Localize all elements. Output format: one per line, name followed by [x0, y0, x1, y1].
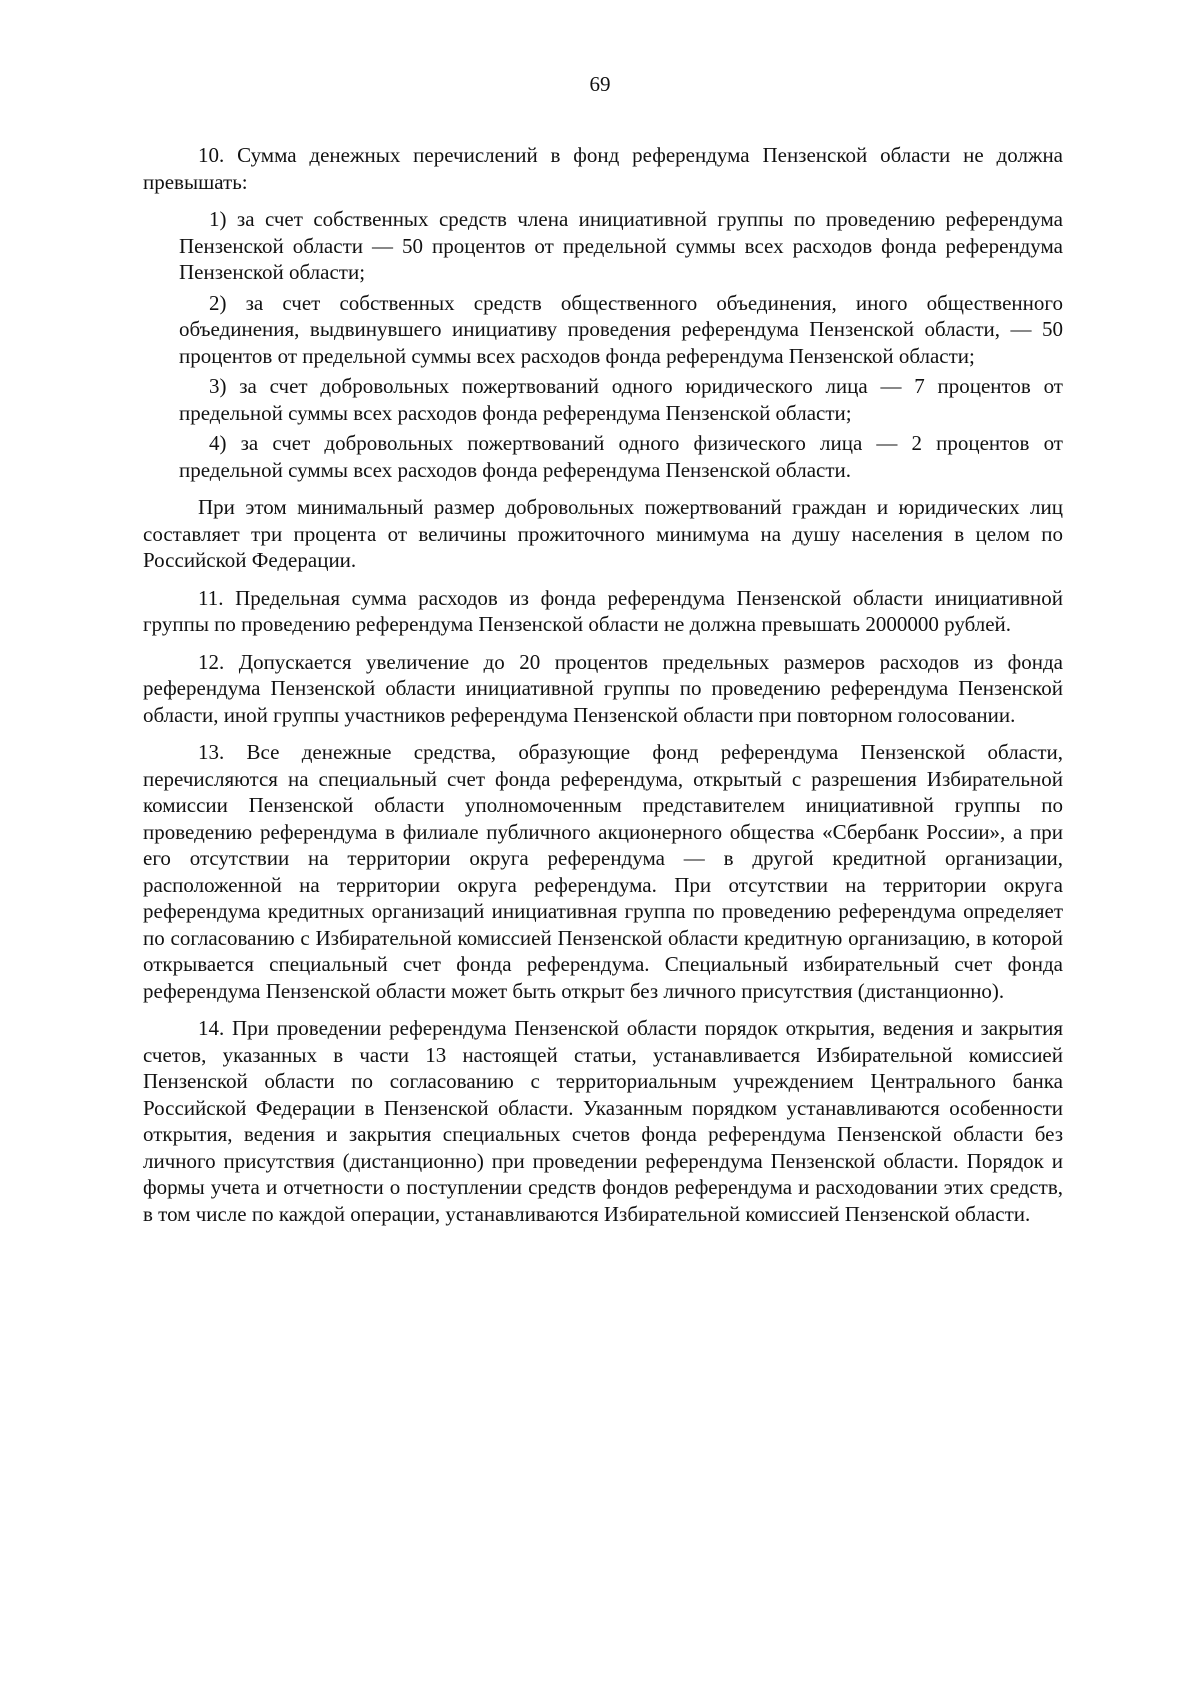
subitem-10-1: 1) за счет собственных средств члена инициативной группы по проведению референдума Пензенской области — 50 процентов от предельной суммы всех расходов фонда референдума Пензенской области; — [179, 207, 1063, 284]
paragraph-14: 14. При проведении референдума Пензенской области порядок открытия, ведения и закрытия счетов, указанных в части 13 настоящей статьи, устанавливается Избирательной комиссией Пензенской области по согласованию с территориальным учреждением Центрального банка Российской Федерации в Пензенской области. Указанным порядком устанавливаются особенности открытия, ведения и закрытия специальных счетов фонда референдума Пензенской области без личного присутствия (дистанционно) при проведении референдума Пензенской области. Порядок и формы учета и отчетности о поступлении средств фондов референдума и расходовании этих средств, в том числе по каждой операции, устанавливаются Избирательной комиссией Пензенской области. — [143, 1016, 1063, 1226]
paragraph-13: 13. Все денежные средства, образующие фонд референдума Пензенской области, перечисляются на специальный счет фонда референдума, открытый с разрешения Избирательной комиссии Пензенской области уполномоченным представителем инициативной группы по проведению референдума в филиале публичного акционерного общества «Сбербанк России», а при его отсутствии на территории округа референдума — в другой кредитной организации, расположенной на территории округа референдума. При отсутствии на территории округа референдума кредитных организаций инициативная группа по проведению референдума определяет по согласованию с Избирательной комиссией Пензенской области кредитную организацию, в которой открывается специальный счет фонда референдума. Специальный избирательный счет фонда референдума Пензенской области может быть открыт без личного присутствия (дистанционно). — [143, 740, 1063, 1003]
paragraph-11: 11. Предельная сумма расходов из фонда референдума Пензенской области инициативной группы по проведению референдума Пензенской области не должна превышать 2000000 рублей. — [143, 585, 1063, 636]
paragraph-10-note: При этом минимальный размер добровольных пожертвований граждан и юридических лиц составляет три процента от величины прожиточного минимума на душу населения в целом по Российской Федерации. — [143, 495, 1063, 572]
paragraph-10: 10. Сумма денежных перечислений в фонд референдума Пензенской области не должна превышать: — [143, 143, 1063, 194]
paragraph-12: 12. Допускается увеличение до 20 процентов предельных размеров расходов из фонда референдума Пензенской области инициативной группы по проведению референдума Пензенской области, иной группы участников референдума Пензенской области при повторном голосовании. — [143, 649, 1063, 727]
document-body — [143, 142, 1063, 1238]
subitem-10-4: 4) за счет добровольных пожертвований одного физического лица — 2 процентов от предельной суммы всех расходов фонда референдума Пензенской области. — [179, 431, 1063, 482]
subitem-10-3: 3) за счет добровольных пожертвований одного юридического лица — 7 процентов от предельной суммы всех расходов фонда референдума Пензенской области; — [179, 374, 1063, 425]
page-number: 69 — [589, 72, 611, 96]
subitem-10-2: 2) за счет собственных средств общественного объединения, иного общественного объединения, выдвинувшего инициативу проведения референдума Пензенской области, — 50 процентов от предельной суммы всех расходов фонда референдума Пензенской области; — [179, 290, 1063, 368]
